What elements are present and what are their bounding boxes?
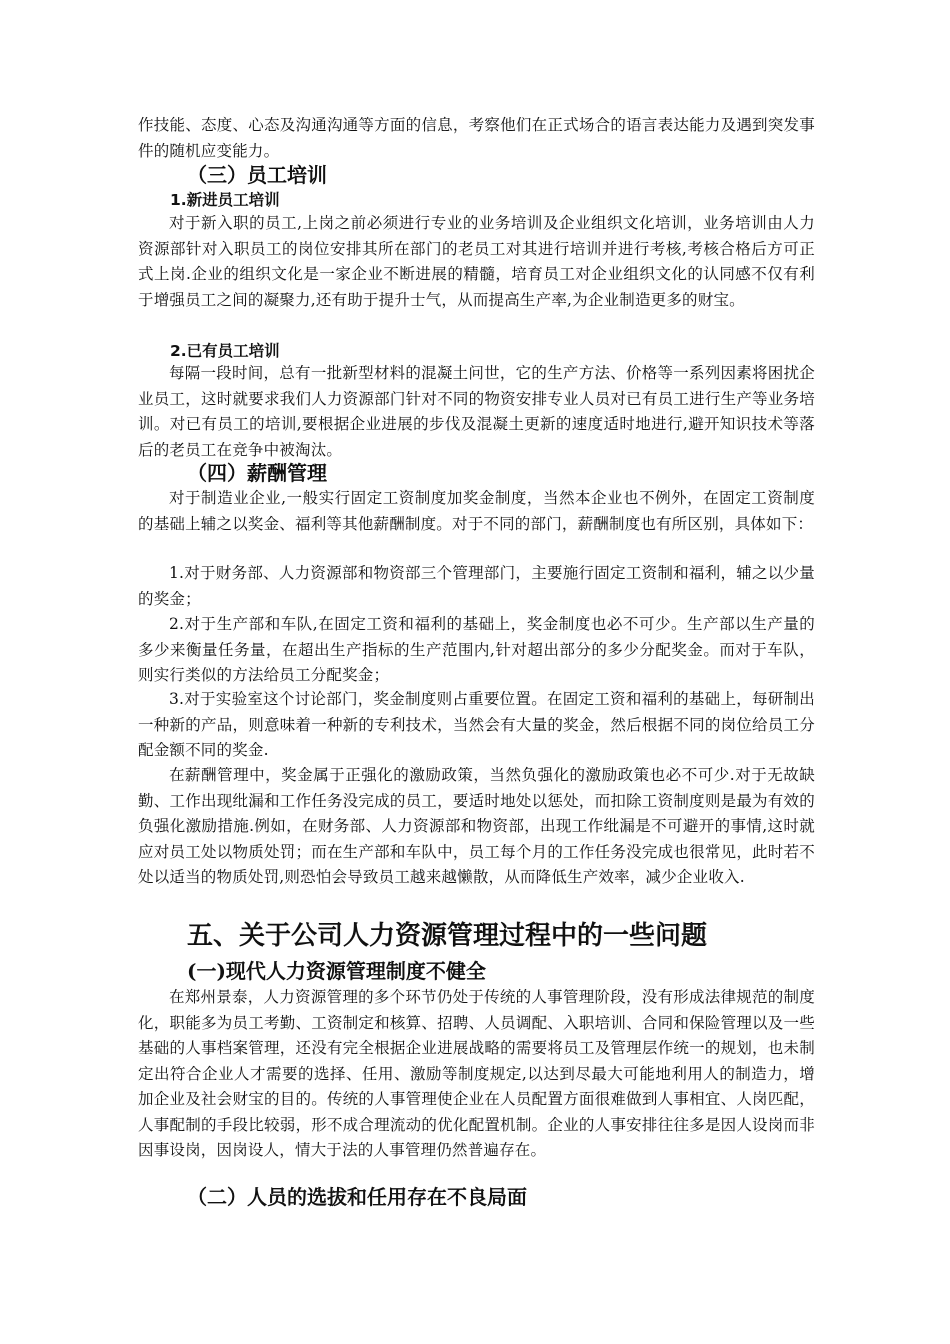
existing-staff-paragraph: 每隔一段时间，总有一批新型材料的混凝土问世，它的生产方法、价格等一系列因素将困扰企业员工，这时就要求我们人力资源部门针对不同的物资安排专业人员对已有员工进行生产等业务培训。对已有员工的培训,要根据企业进展的步伐及混凝土更新的速度适时地进行,避开知识技术等落后的老员工在竞争中被淘汰。 xyxy=(138,364,815,459)
new-staff-paragraph: 对于新入职的员工,上岗之前必须进行专业的业务培训及企业组织文化培训，业务培训由人力资源部针对入职员工的岗位安排其所在部门的老员工对其进行培训并进行考核,考核合格后方可正式上岗.企业的组织文化是一家企业不断进展的精髓，培育员工对企业组织文化的认同感不仅有利于增强员工之间的凝聚力,还有助于提升士气，从而提高生产率,为企业制造更多的财宝。 xyxy=(138,214,815,309)
subheading-existing-staff: 2.已有员工培训 xyxy=(170,342,280,360)
section-heading-training: （三）员工培训 xyxy=(187,163,327,187)
system-paragraph: 在郑州景泰，人力资源管理的多个环节仍处于传统的人事管理阶段，没有形成法律规范的制度化，职能多为员工考勤、工资制定和核算、招聘、人员调配、入职培训、合同和保险管理以及一些基础的人事档案管理，还没有完全根据企业进展战略的需要将员工及管理层作统一的规划，也未制定出符合企业人才需要的选择、任用、激励等制度规定,以达到尽最大可能地利用人的制造力，增加企业及社会财宝的目的。传统的人事管理使企业在人员配置方面很难做到人事相宜、人岗匹配，人事配制的手段比较弱，形不成合理流动的优化配置机制。企业的人事安排往往多是因人设岗而非因事设岗，因岗设人，情大于法的人事管理仍然普遍存在。 xyxy=(138,988,815,1159)
salary-list-item-2: 2.对于生产部和车队,在固定工资和福利的基础上，奖金制度也必不可少。生产部以生产量的多少来衡量任务量，在超出生产指标的生产范围内,针对超出部分的多少分配奖金。而对于车队，则实行类似的方法给员工分配奖金； xyxy=(138,615,815,684)
chapter-heading: 五、关于公司人力资源管理过程中的一些问题 xyxy=(187,921,708,951)
section-heading-system: (一)现代人力资源管理制度不健全 xyxy=(187,959,486,983)
subheading-new-staff: 1.新进员工培训 xyxy=(170,191,280,209)
section-heading-salary: （四）薪酬管理 xyxy=(187,461,327,485)
salary-paragraph: 对于制造业企业,一般实行固定工资制度加奖金制度，当然本企业也不例外，在固定工资制度的基础上辅之以奖金、福利等其他薪酬制度。对于不同的部门，薪酬制度也有所区别，具体如下： xyxy=(138,489,815,533)
salary-list-item-3: 3.对于实验室这个讨论部门，奖金制度则占重要位置。在固定工资和福利的基础上，每研制出一种新的产品，则意味着一种新的专利技术，当然会有大量的奖金，然后根据不同的岗位给员工分配金额不同的奖金. xyxy=(138,690,815,759)
intro-paragraph: 作技能、态度、心态及沟通沟通等方面的信息，考察他们在正式场合的语言表达能力及遇到突发事件的随机应变能力。 xyxy=(138,116,815,160)
salary-list-item-1: 1.对于财务部、人力资源部和物资部三个管理部门，主要施行固定工资制和福利，辅之以少量的奖金； xyxy=(138,564,815,608)
section-heading-selection: （二）人员的选拔和任用存在不良局面 xyxy=(187,1185,527,1209)
salary-closing-paragraph: 在薪酬管理中，奖金属于正强化的激励政策，当然负强化的激励政策也必不可少.对于无故缺勤、工作出现纰漏和工作任务没完成的员工，要适时地处以惩处，而扣除工资制度则是最为有效的负强化激励措施.例如，在财务部、人力资源部和物资部，出现工作纰漏是不可避开的事情,这时就应对员工处以物质处罚；而在生产部和车队中，员工每个月的工作任务没完成也很常见，此时若不处以适当的物质处罚,则恐怕会导致员工越来越懒散，从而降低生产效率，减少企业收入. xyxy=(138,766,815,886)
